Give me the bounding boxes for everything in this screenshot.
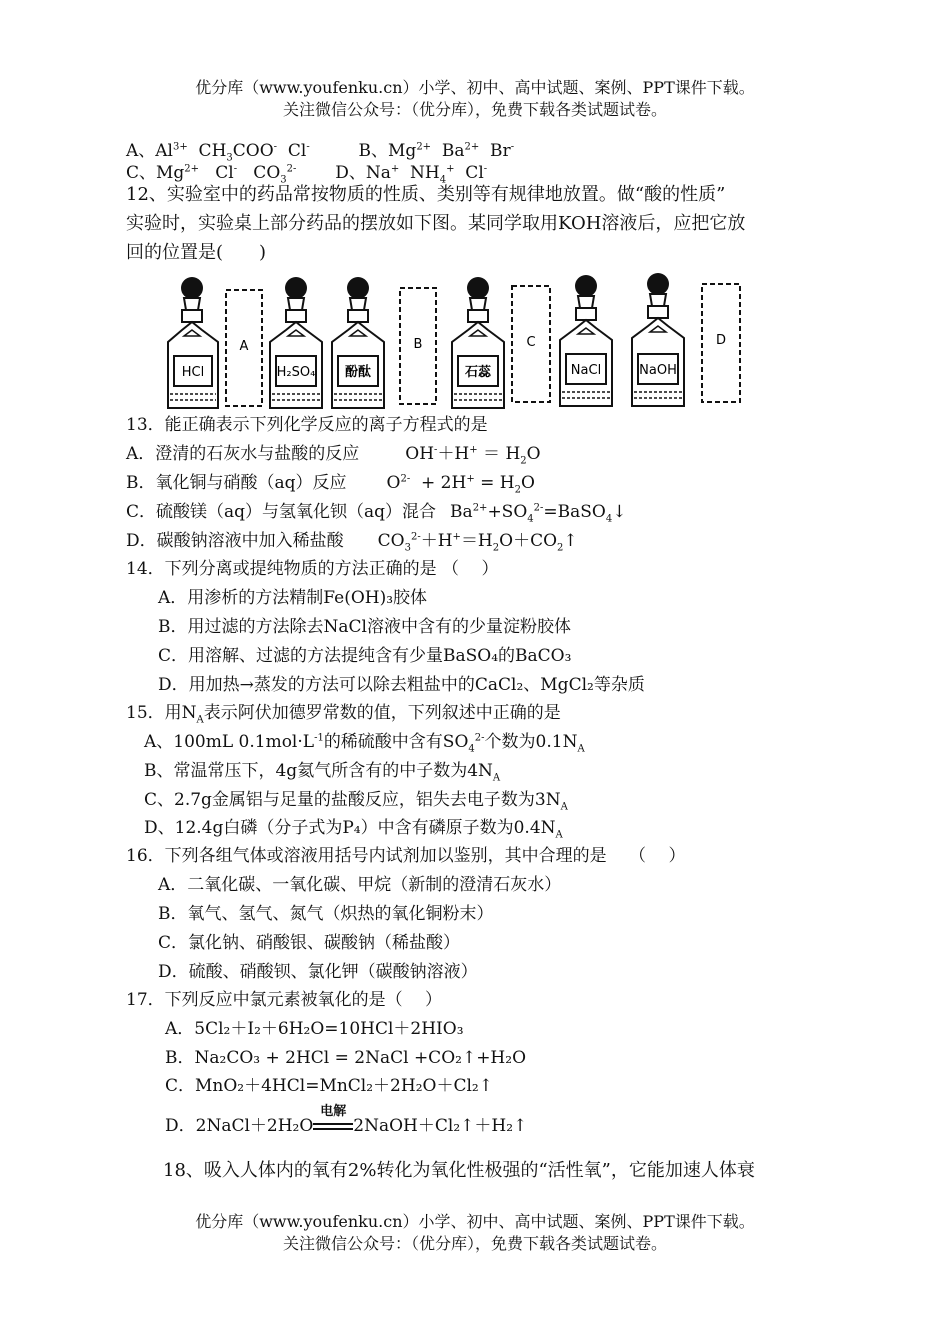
bottle-nacl [560,275,612,406]
q11-options-row-1: A、$Al^{3+}$ $CH_3COO^-$ Cl- B、$Mg^{2+}$ $Ba^{2+}$ Br- [126,141,515,164]
q15-option-c: C、2.7g金属铝与足量的盐酸反应，铝失去电子数为$3N_A$ [144,790,568,813]
q15-option-b: B、常温常压下，4g氦气所含有的中子数为$4N_A$ [144,761,501,784]
q14-option-a: A．用渗析的方法精制Fe(OH)₃胶体 [158,588,428,608]
reagent-bottles-figure [162,270,752,412]
q17-option-a: A．5Cl₂＋I₂＋6H₂O=10HCl＋2HIO₃ [165,1019,464,1039]
bottle-naoh [632,273,684,406]
bottle-label-naoh: NaOH [639,363,677,378]
bottle-label-nacl: NaCl [570,363,602,378]
q18-line-1: 18、吸入人体内的氧有2%转化为氧化性极强的“活性氧”，它能加速人体衰 [163,1160,755,1181]
slot-d [702,284,740,402]
q11-options-row-2: C、$Mg^{2+}$ Cl- $CO_3^{2-}$ D、Na+ $NH_4^+$ Cl- [126,163,488,186]
header-line-1: 优分库（www.youfenku.cn）小学、初中、高中试题、案例、PPT课件下载。 [195,78,755,97]
q14-stem: 14．下列分离或提纯物质的方法正确的是 （ ） [126,559,499,579]
q13-option-c: C．硫酸镁（aq）与氢氧化钡（aq）混合 $Ba^{2+}+SO_4^{2-}=BaSO_4↓$ [126,502,627,525]
bottle-hcl [168,277,218,408]
electrolysis-sign: 电解 [313,1123,353,1130]
q13-option-b: B．氧化铜与硝酸（aq）反应 $O^{2-} + 2H^+ = H_2O$ [126,473,535,496]
slot-b [400,288,436,404]
slot-letter-b: B [413,337,423,352]
q16-stem: 16．下列各组气体或溶液用括号内试剂加以鉴别，其中合理的是 （ ） [126,846,686,866]
q11-option-c: C、Mg [126,163,185,183]
q15-option-a: A、100mL $0.1mol\cdot L^{-1}$的稀硫酸中含有$SO_4^{2-}$个数为$0.1N_A$ [144,732,585,755]
slot-letter-d: D [715,333,727,348]
q14-option-c: C．用溶解、过滤的方法提纯含有少量BaSO₄的BaCO₃ [158,646,572,666]
q16-option-a: A．二氧化碳、一氧化碳、甲烷（新制的澄清石灰水） [158,875,562,895]
q16-option-b: B．氧气、氢气、氮气（炽热的氧化铜粉末） [158,904,494,924]
q12-line-3: 回的位置是( ) [126,242,267,263]
q17-stem: 17．下列反应中氯元素被氧化的是（ ） [126,990,443,1010]
q13-option-d: D．碳酸钠溶液中加入稀盐酸 $CO_3^{2-}+H^+=H_2O+CO_2↑$ [126,531,578,554]
q13-option-a: A．澄清的石灰水与盐酸的反应 $OH^-+H^+ = H_2O$ [126,444,541,467]
bottle-label-phenolphthalein: 酚酞 [344,365,372,380]
slot-a [226,290,262,406]
q11-option-b: B、Mg [358,141,417,161]
q14-option-d: D．用加热→蒸发的方法可以除去粗盐中的CaCl₂、MgCl₂等杂质 [158,675,645,695]
q17-option-b: B．Na₂CO₃ + 2HCl = 2NaCl +CO₂↑+H₂O [165,1048,527,1068]
bottle-phenolphthalein [332,277,384,408]
q13-stem: 13．能正确表示下列化学反应的离子方程式的是 [126,415,488,435]
footer-line-1: 优分库（www.youfenku.cn）小学、初中、高中试题、案例、PPT课件下载。 [195,1212,755,1231]
q12-line-2: 实验时，实验桌上部分药品的摆放如下图。某同学取用KOH溶液后，应把它放 [126,213,746,234]
q15-option-d: D、12.4g白磷（分子式为P₄）中含有磷原子数为$0.4N_A$ [144,818,563,841]
q16-option-c: C．氯化钠、硝酸银、碳酸钠（稀盐酸） [158,933,461,953]
header-line-2: 关注微信公众号：（优分库），免费下载各类试题试卷。 [282,100,667,119]
bottle-litmus [452,277,504,408]
q14-option-b: B．用过滤的方法除去NaCl溶液中含有的少量淀粉胶体 [158,617,571,637]
q11-option-a: A、Al [126,141,173,161]
q17-option-c: C．MnO₂＋4HCl=MnCl₂＋2H₂O＋Cl₂↑ [165,1076,493,1096]
slot-letter-c: C [526,335,536,350]
q12-line-1: 12、实验室中的药品常按物质的性质、类别等有规律地放置。做“酸的性质” [126,184,726,205]
q16-option-d: D．硫酸、硝酸钡、氯化钾（碳酸钠溶液） [158,962,478,982]
bottle-label-h2so4: H₂SO₄ [276,365,316,380]
bottle-h2so4 [270,277,322,408]
q11-option-d: D、Na [335,163,391,183]
q17-option-d: D．2NaCl＋2H₂O 电解 2NaOH＋Cl₂↑＋H₂↑ [165,1104,528,1136]
q15-stem: 15．用$N_A$表示阿伏加德罗常数的值，下列叙述中正确的是 [126,703,561,726]
slot-letter-a: A [239,339,249,354]
footer-line-2: 关注微信公众号：（优分库），免费下载各类试题试卷。 [282,1234,667,1253]
bottle-label-litmus: 石蕊 [464,365,492,380]
slot-c [512,286,550,402]
bottle-label-hcl: HCl [181,365,205,380]
